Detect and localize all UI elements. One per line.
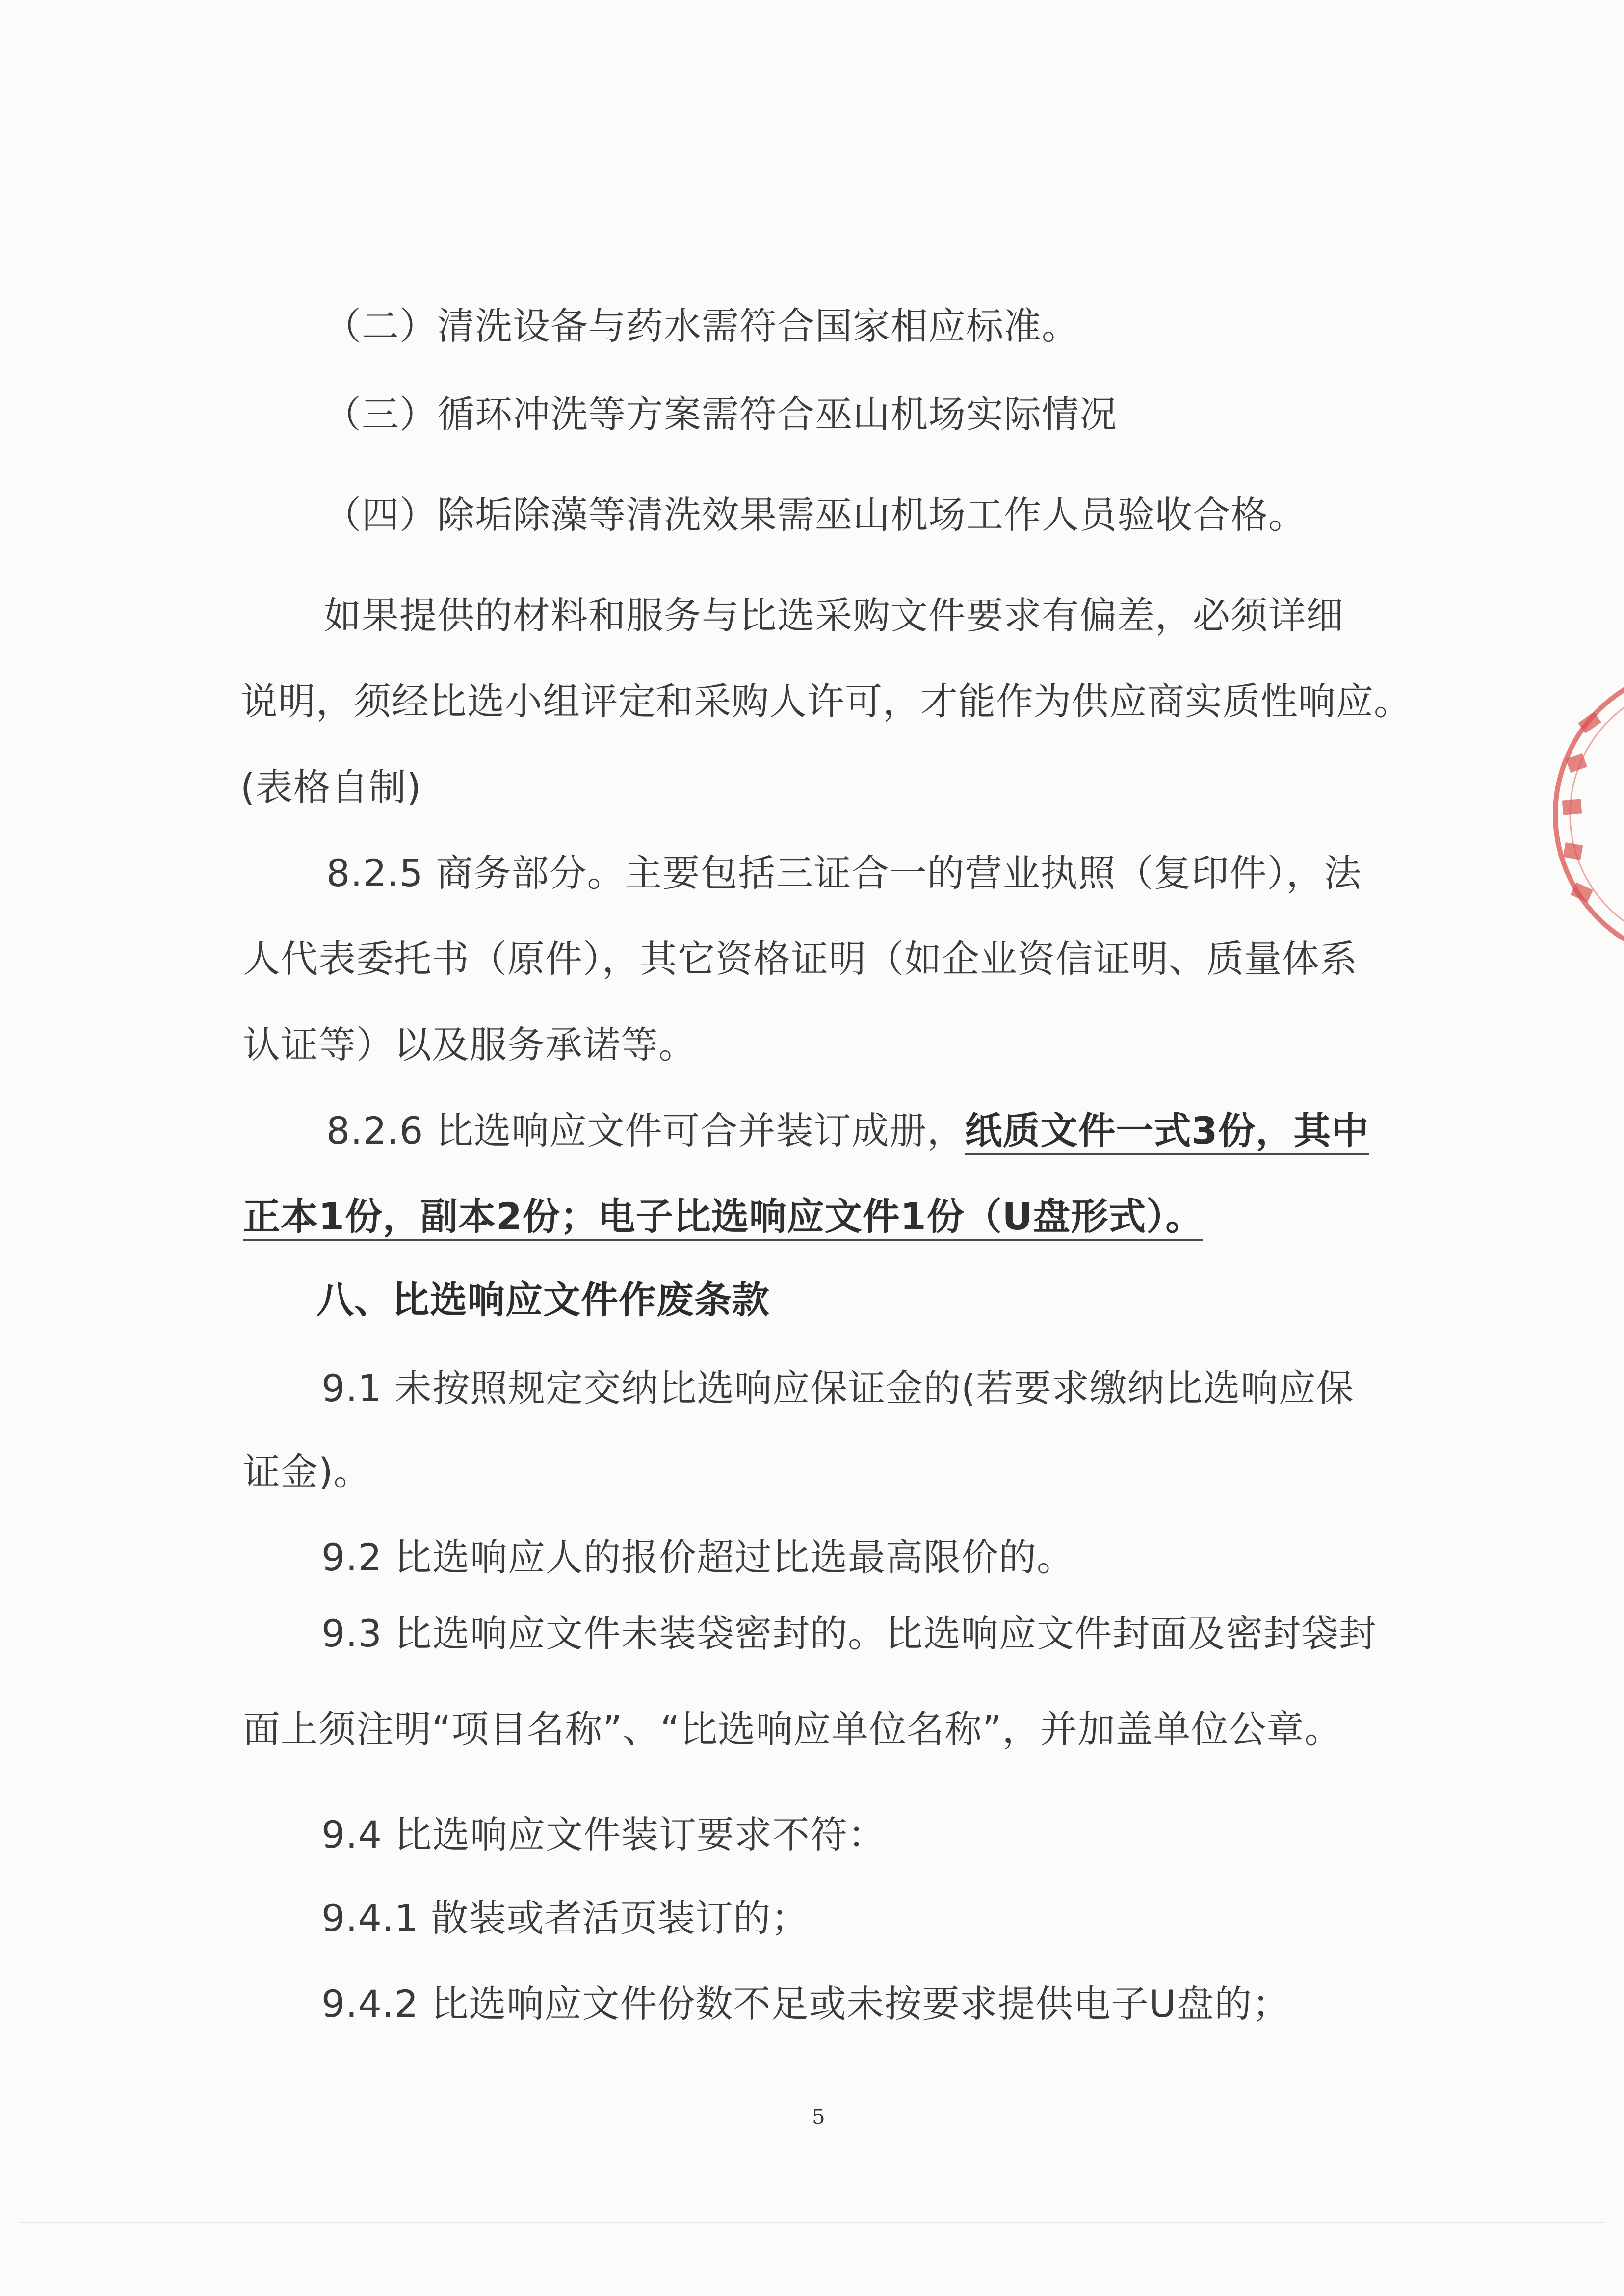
item-3: （三）循环冲洗等方案需符合巫山机场实际情况 [324, 392, 1117, 436]
clause-8-2-6-bold-2: 正本1份，副本2份；电子比选响应文件1份（U盘形式）。 [243, 1195, 1203, 1241]
clause-9-4: 9.4 比选响应文件装订要求不符： [321, 1813, 886, 1856]
clause-9-4-2: 9.4.2 比选响应文件份数不足或未按要求提供电子U盘的； [321, 1982, 1290, 2026]
clause-9-3-line-1: 9.3 比选响应文件未装袋密封的。比选响应文件封面及密封袋封 [321, 1612, 1377, 1655]
item-4: （四）除垢除藻等清洗效果需巫山机场工作人员验收合格。 [324, 493, 1306, 537]
deviation-line-2: 说明，须经比选小组评定和采购人许可，才能作为供应商实质性响应。 [240, 679, 1412, 723]
red-seal-stamp-partial [1545, 657, 1624, 971]
deviation-line-3: (表格自制) [240, 765, 422, 809]
clause-9-3-line-2: 面上须注明“项目名称”、“比选响应单位名称”，并加盖单位公章。 [243, 1707, 1342, 1751]
deviation-line-1: 如果提供的材料和服务与比选采购文件要求有偏差，必须详细 [324, 594, 1344, 637]
clause-9-4-1: 9.4.1 散装或者活页装订的； [321, 1896, 809, 1940]
page-number: 5 [812, 2105, 825, 2129]
clause-8-2-5-line-2: 人代表委托书（原件），其它资格证明（如企业资信证明、质量体系 [243, 937, 1358, 981]
clause-9-1-line-1: 9.1 未按照规定交纳比选响应保证金的(若要求缴纳比选响应保 [321, 1366, 1354, 1410]
clause-8-2-5-line-3: 认证等）以及服务承诺等。 [243, 1023, 696, 1067]
clause-8-2-6-bold-1: 纸质文件一式3份，其中 [965, 1109, 1369, 1155]
clause-9-2: 9.2 比选响应人的报价超过比选最高限价的。 [321, 1536, 1075, 1579]
clause-8-2-6-line-2 [243, 1192, 1203, 1241]
clause-9-1-line-2: 证金)。 [243, 1450, 371, 1493]
item-2: （二）清洗设备与药水需符合国家相应标准。 [324, 304, 1079, 348]
section-8-heading: 八、比选响应文件作废条款 [316, 1278, 770, 1322]
page-bottom-edge [20, 2222, 1604, 2223]
clause-8-2-6-line-1 [326, 1106, 1369, 1155]
clause-8-2-6-plain: 8.2.6 比选响应文件可合并装订成册， [326, 1109, 965, 1152]
clause-8-2-5-line-1: 8.2.5 商务部分。主要包括三证合一的营业执照（复印件），法 [326, 851, 1362, 895]
